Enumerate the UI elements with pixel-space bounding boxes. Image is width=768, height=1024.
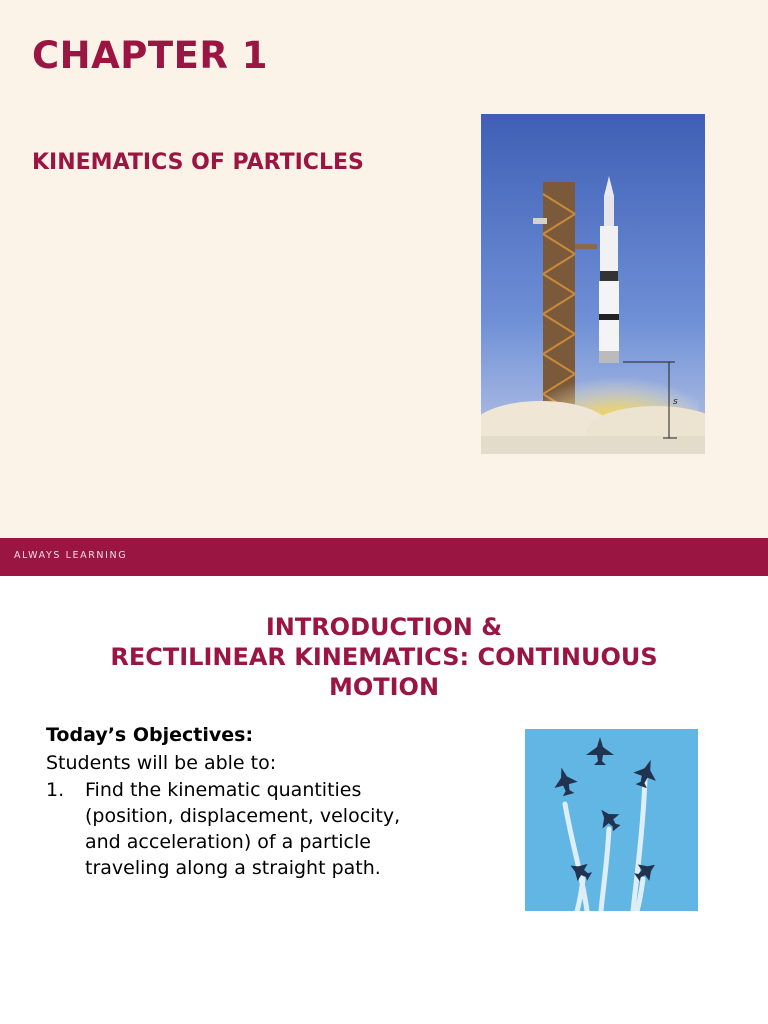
footer-bar	[0, 538, 768, 576]
objective-line: and acceleration) of a particle	[85, 831, 371, 853]
slide-title-line: MOTION	[328, 673, 440, 701]
objective-number: 1.	[46, 779, 65, 801]
chapter-title: CHAPTER 1	[32, 34, 269, 77]
objective-text	[85, 777, 465, 881]
objectives-slide	[0, 576, 768, 1024]
objective-line: (position, displacement, velocity,	[85, 805, 401, 827]
rocket-launch-illustration	[481, 114, 705, 454]
chapter-subtitle: KINEMATICS OF PARTICLES	[32, 150, 364, 175]
jets-formation-image	[525, 729, 698, 911]
objectives-heading: Today’s Objectives:	[46, 724, 254, 746]
slide-title	[0, 612, 768, 702]
footer-text: ALWAYS LEARNING	[14, 550, 128, 561]
slide-title-line: RECTILINEAR KINEMATICS: CONTINUOUS	[110, 643, 658, 671]
objectives-lead: Students will be able to:	[46, 752, 277, 774]
rocket-launch-image	[481, 114, 705, 454]
dimension-label: s	[673, 397, 678, 407]
objective-line: traveling along a straight path.	[85, 857, 381, 879]
jets-formation-illustration	[525, 729, 698, 911]
objective-line: Find the kinematic quantities	[85, 779, 362, 801]
slide-title-line: INTRODUCTION &	[265, 613, 503, 641]
